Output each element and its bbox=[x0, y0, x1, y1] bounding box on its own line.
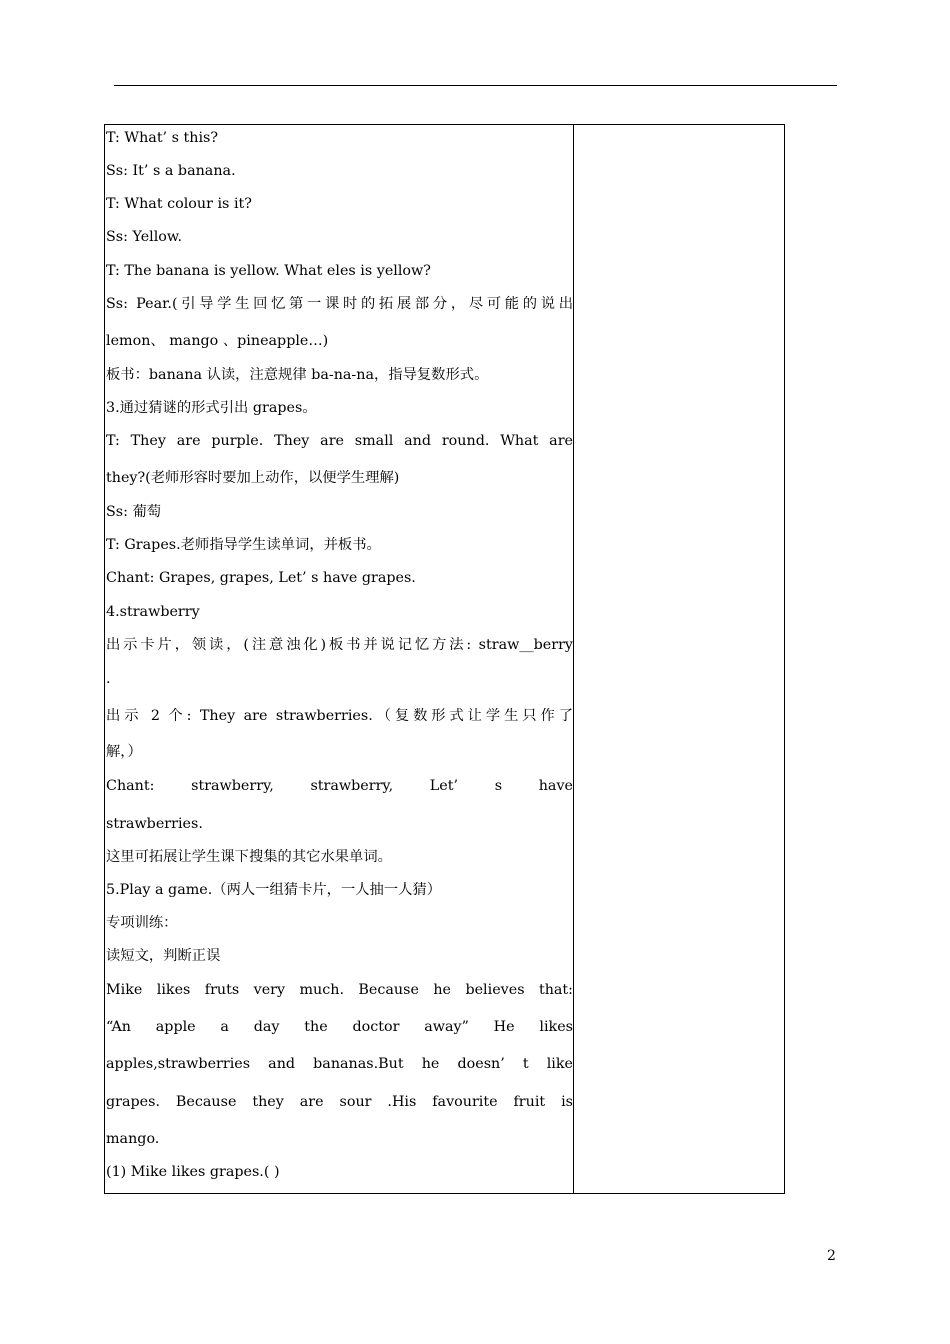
text-line: Ss: It’ s a banana. bbox=[106, 163, 236, 179]
text-line: Ss: 葡萄 bbox=[106, 504, 162, 520]
text-line: 出示卡片，领读，(注意浊化)板书并说记忆方法: straw__berry bbox=[106, 637, 573, 653]
text-line: 出示 2 个: They are strawberries.（复数形式让学生只作了 bbox=[106, 708, 573, 724]
text-line: 4.strawberry bbox=[106, 604, 200, 620]
text-line: 5.Play a game.（两人一组猜卡片，一人抽一人猜） bbox=[106, 882, 442, 898]
text-line: T: They are purple. They are small and round. What are bbox=[106, 433, 573, 449]
text-line: apples,strawberries and bananas.But he doesn’ t like bbox=[106, 1056, 573, 1072]
text-line: strawberries. bbox=[106, 816, 203, 832]
text-line: . bbox=[106, 671, 111, 687]
column-divider bbox=[573, 125, 574, 1193]
text-line: (1) Mike likes grapes.( ) bbox=[106, 1164, 280, 1180]
page-number: 2 bbox=[827, 1248, 836, 1264]
text-line: they?(老师形容时要加上动作，以便学生理解) bbox=[106, 470, 400, 486]
text-line: 3.通过猜谜的形式引出 grapes。 bbox=[106, 400, 317, 416]
text-line: 板书：banana 认读，注意规律 ba-na-na，指导复数形式。 bbox=[106, 367, 489, 383]
text-line: Chant: Grapes, grapes, Let’ s have grapes. bbox=[106, 570, 416, 586]
text-line: 解，） bbox=[106, 744, 142, 760]
text-line: mango. bbox=[106, 1131, 160, 1147]
text-line: Ss: Yellow. bbox=[106, 229, 182, 245]
text-line: lemon、 mango 、pineapple…) bbox=[106, 333, 329, 349]
header-rule bbox=[114, 85, 837, 86]
text-line: grapes. Because they are sour .His favourite fruit is bbox=[106, 1094, 573, 1110]
text-line: T: What’ s this? bbox=[106, 130, 219, 146]
text-line: Mike likes fruts very much. Because he believes that: bbox=[106, 982, 573, 998]
text-line: 专项训练： bbox=[106, 915, 178, 931]
lesson-table bbox=[104, 124, 785, 1194]
text-line: 这里可拓展让学生课下搜集的其它水果单词。 bbox=[106, 849, 392, 865]
text-line: T: What colour is it? bbox=[106, 196, 252, 212]
text-line: T: The banana is yellow. What eles is yellow? bbox=[106, 263, 431, 279]
text-line: Chant: strawberry, strawberry, Let’ s have bbox=[106, 778, 573, 794]
text-line: T: Grapes.老师指导学生读单词，并板书。 bbox=[106, 537, 381, 553]
text-line: Ss: Pear.(引导学生回忆第一课时的拓展部分，尽可能的说出 bbox=[106, 296, 573, 312]
text-line: 读短文，判断正误 bbox=[106, 948, 221, 964]
text-line: “An apple a day the doctor away” He likes bbox=[106, 1019, 573, 1035]
